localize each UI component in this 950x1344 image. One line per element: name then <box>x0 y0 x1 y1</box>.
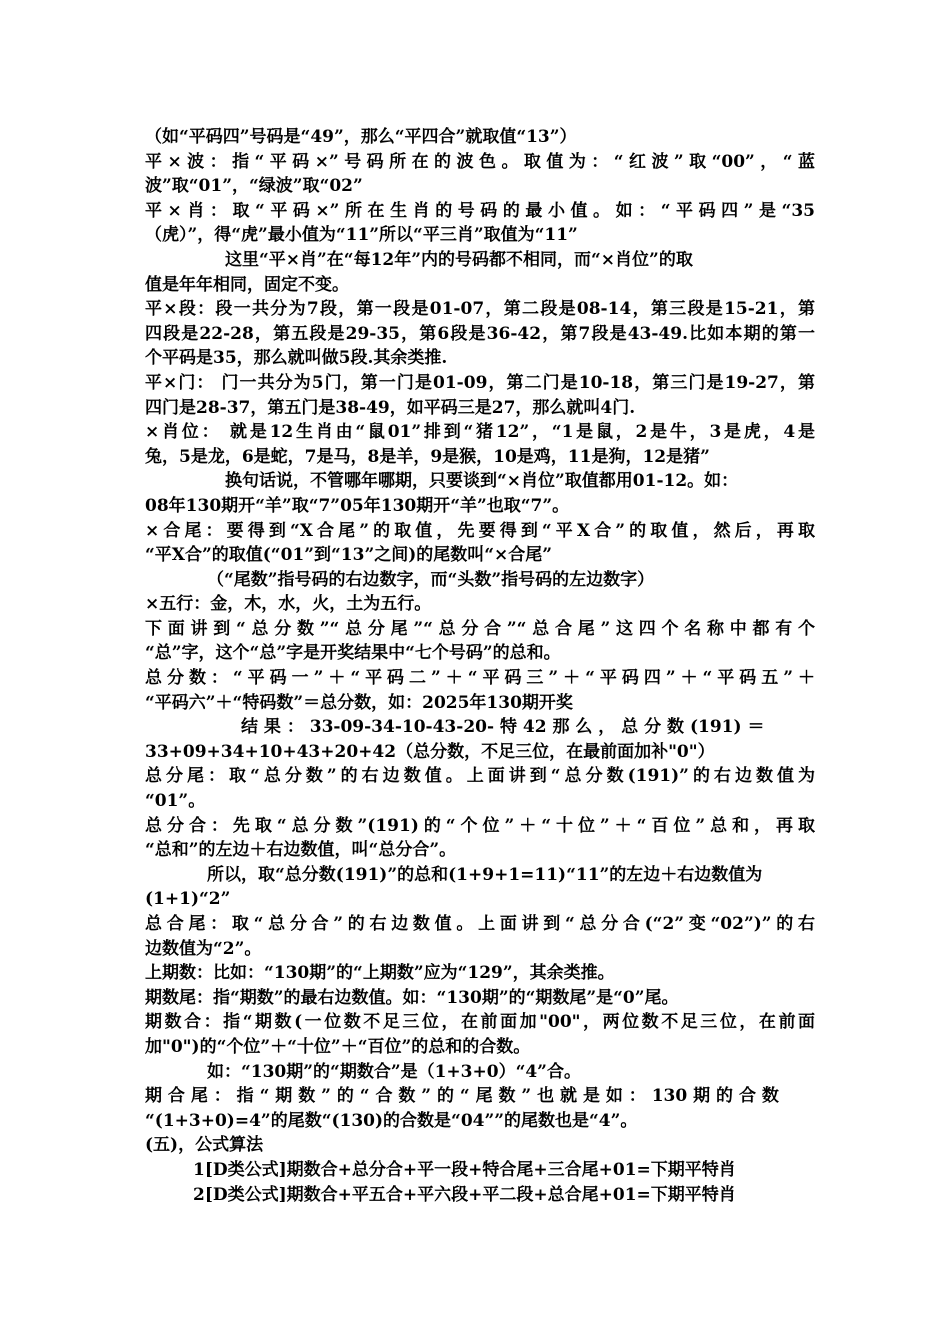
text-line: 期数合：指“期数(一位数不足三位，在前面加"00"，两位数不足三位，在前面 <box>145 1012 815 1033</box>
text-line: ×五行：金，木，水，火，土为五行。 <box>145 594 432 615</box>
text-line: “总”字，这个“总”字是开奖结果中“七个号码”的总和。 <box>145 643 561 664</box>
text-line: “平X合”的取值(“01”到“13”之间)的尾数叫“×合尾” <box>145 545 553 566</box>
text-line: 所以，取“总分数(191)”的总和(1+9+1=11)“11”的左边＋右边数值为 <box>207 864 763 885</box>
text-line: 加"0")的“个位”＋“十位”＋“百位”的总和的合数。 <box>145 1036 531 1057</box>
text-line: 期 合 尾 ： 指 “ 期 数 ” 的 “ 合 数 ” 的 “ 尾 数 ” 也 就 是 如 ： 130 期 的 合 数 <box>145 1086 779 1107</box>
text-line: 如：“130期”的“期数合”是（1+3+0）“4”合。 <box>207 1061 581 1082</box>
formula-line: 1[D类公式]期数合+总分合+平一段+特合尾+三合尾+01=下期平特肖 <box>193 1159 736 1180</box>
text-line: “(1+3+0)=4”的尾数“(130)的合数是“04””的尾数也是“4”。 <box>145 1110 638 1131</box>
text-line: 边数值为“2”。 <box>145 938 262 959</box>
text-line: 值是年年相同，固定不变。 <box>145 274 349 295</box>
text-line: 这里“平×肖”在“每12年”内的号码都不相同，而“×肖位”的取 <box>225 249 693 270</box>
text-line: 总分尾：取“总分数”的右边数值。上面讲到“总分数(191)”的右边数值为 <box>145 766 815 787</box>
text-line: 总合尾：取“总分合”的右边数值。上面讲到“总分合(“2”变“02”)”的右 <box>145 914 815 934</box>
text-line: ×肖位： 就是12生肖由“鼠01”排到“猪12”，“1是鼠，2是牛，3是虎，4是 <box>145 422 815 443</box>
text-line: 33+09+34+10+43+20+42（总分数，不足三位，在最前面加补"0"） <box>145 741 715 762</box>
document-page <box>145 125 815 1207</box>
text-line: 上期数：比如：“130期”的“上期数”应为“129”，其余类推。 <box>145 963 615 984</box>
text-line: 总分数：“平码一”＋“平码二”＋“平码三”＋“平码四”＋“平码五”＋ <box>145 668 815 689</box>
formula-line: 2[D类公式]期数合+平五合+平六段+平二段+总合尾+01=下期平特肖 <box>193 1184 736 1205</box>
text-line: “01”。 <box>145 791 206 812</box>
text-line: 平×肖：取“平码×”所在生肖的号码的最小值。如：“平码四”是“35 <box>145 200 815 221</box>
text-line: 兔，5是龙，6是蛇，7是马，8是羊，9是猴，10是鸡，11是狗，12是猪” <box>145 446 710 467</box>
text-line: (1+1)“2” <box>145 889 231 910</box>
text-line: 平×波：指“平码×”号码所在的波色。取值为：“红波”取“00”，“蓝 <box>145 151 815 172</box>
text-line: 08年130期开“羊”取“7”05年130期开“羊”也取“7”。 <box>145 495 570 516</box>
text-line: 总分合：先取“总分数”(191)的“个位”＋“十位”＋“百位”总和，再取 <box>145 815 815 836</box>
text-line: （虎）”，得“虎”最小值为“11”所以“平三肖”取值为“11” <box>145 225 578 246</box>
text-line: “平码六”＋“特码数”＝总分数，如：2025年130期开奖 <box>145 692 573 713</box>
text-line: 期数尾：指“期数”的最右边数值。如：“130期”的“期数尾”是“0”尾。 <box>145 987 679 1008</box>
text-line: “总和”的左边＋右边数值，叫“总分合”。 <box>145 840 457 861</box>
text-line: （如“平码四”号码是“49”，那么“平四合”就取值“13”） <box>145 127 577 147</box>
text-line: 个平码是35，那么就叫做5段.其余类推. <box>145 348 448 369</box>
text-line: 四门是28-37，第五门是38-49，如平码三是27，那么就叫4门. <box>145 397 636 418</box>
text-line: （“尾数”指号码的右边数字，而“头数”指号码的左边数字） <box>207 569 655 590</box>
section-heading: (五)，公式算法 <box>145 1135 264 1156</box>
text-line: 平×门： 门一共分为5门，第一门是01-09，第二门是10-18，第三门是19-27，第 <box>145 372 815 393</box>
text-line: ×合尾：要得到“X合尾”的取值，先要得到“平X合”的取值，然后，再取 <box>145 520 815 541</box>
text-line: 波”取“01”，“绿波”取“02” <box>145 176 363 197</box>
text-line: 四段是22-28，第五段是29-35，第6段是36-42，第7段是43-49.比如本期的第一 <box>145 323 815 344</box>
text-line: 下面讲到“总分数”“总分尾”“总分合”“总合尾”这四个名称中都有个 <box>145 618 815 639</box>
text-line: 换句话说，不管哪年哪期，只要谈到“×肖位”取值都用01-12。如： <box>225 471 739 492</box>
text-line: 平×段：段一共分为7段，第一段是01-07，第二段是08-14，第三段是15-21，第 <box>145 299 815 320</box>
text-line: 结 果 ： 33-09-34-10-43-20- 特 42 那 么 ， 总 分 数 (191) ＝ <box>241 717 765 738</box>
